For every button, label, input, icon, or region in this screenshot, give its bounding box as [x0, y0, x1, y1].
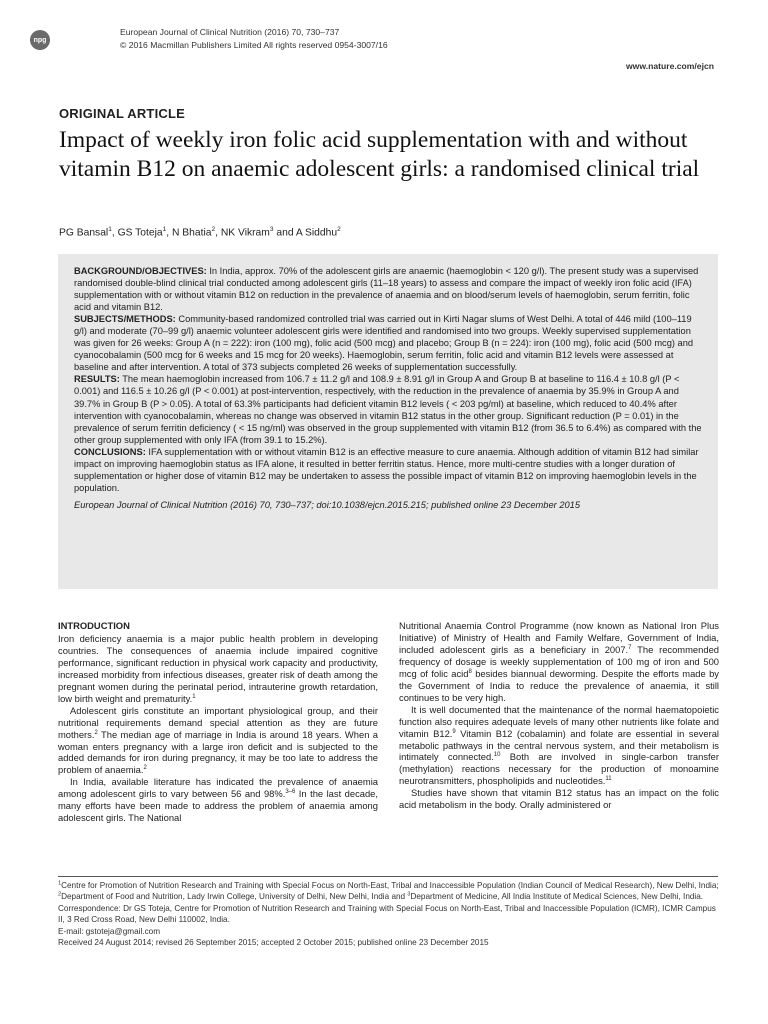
- section-label: BACKGROUND/OBJECTIVES:: [74, 266, 207, 276]
- section-text: In India, approx. 70% of the adolescent girls are anaemic (haemoglobin < 120 g/l). The present study was a supervised randomised double-blind clinical trial conducted among adolescent girls (11–18 years) to assess and compare the impact of weekly iron folic acid (IFA) supplementation with or without vitamin B12 on reduction in the prevalence of anaemia and on blood/serum levels of haemoglobin, serum ferritin, folic acid and vitamin B12.: [74, 266, 699, 313]
- article-title: Impact of weekly iron folic acid supplementation with and without vitamin B12 on anaemic adolescent girls: a randomised clinical trial: [59, 127, 700, 182]
- section-text: The mean haemoglobin increased from 106.7 ± 11.2 g/l and 108.9 ± 8.91 g/l in Group A and Group B at baseline to 116.4 ± 10.8 g/l (P < 0.001) and 116.5 ± 10.26 g/l (P < 0.001) at post-intervention, respectively, with the reduction in the prevalence of anaemia by 35.9% in Group A and 39.7% in Group B (P > 0.05). A total of 63.3% participants had deficient vitamin B12 levels ( < 203 pg/ml) at baseline, which reduced to 40.4% after intervention with cyanocobalamin, whereas no change was observed in vitamin B12 status in the other group. Significant reduction (P = 0.01) in the prevalence of serum ferritin deficiency ( < 15 ng/ml) was observed in the group supplemented with vitamin B12 (from 36.5 to 6.4%) as compared with the other group supplemented with only IFA (from 39.1 to 15.2%).: [74, 374, 702, 445]
- footnotes: [58, 880, 723, 948]
- publisher-logo: npg: [30, 30, 50, 50]
- body-column-left: [58, 620, 378, 824]
- footnote-divider: [58, 876, 718, 877]
- affiliation-mark: 1: [162, 226, 167, 233]
- section-label: RESULTS:: [74, 374, 120, 385]
- correspondence-email: E-mail: gstoteja@gmail.com: [58, 926, 161, 936]
- paragraph: It is well documented that the maintenance of the normal haematopoietic function also requires adequate levels of many other nutrients like folate and vitamin B12.$^9$ Vitamin B12 (cobalamin) and folate are essential in several metabolic pathways in the central nervous system, and their metabolism is intimately connected.$^{10}$ Both are involved in single-carbon transfer (methylation) reactions necessary for the production of monoamine neurotransmitters, phospholipids and nucleotides.$^{11}$: [399, 703, 719, 787]
- paragraph: In India, available literature has indicated the prevalence of anaemia among adolescent girls to vary between 56 and 98%.$^{3-6}$ In the last decade, many efforts have been made to address the problem of anaemia among adolescent girls. The National: [58, 776, 378, 824]
- section-label: SUBJECTS/METHODS:: [74, 314, 176, 325]
- affiliation-mark: 3: [269, 226, 274, 233]
- affiliations: $^1$Centre for Promotion of Nutrition Research and Training with Special Focus on North-East, Tribal and Inaccessible Population (Indian Council of Medical Research), New Delhi, India; $^2$Department of Food and Nutrition, Lady Irwin College, University of Delhi, New Delhi, India and $^3$Department of Medicine, All India Institute of Medical Sciences, New Delhi, India. Correspondence: Dr GS Toteja, Centre for Promotion of Nutrition Research and Training with Special Focus on North-East, Tribal and Inaccessible Population (ICMR), ICMR Campus II, 3 Red Cross Road, New Delhi 110002, India.: [58, 880, 719, 925]
- author-list: PG Bansal$^1$, GS Toteja$^1$, N Bhatia$^2$, NK Vikram$^3$ and A Siddhu$^2$: [59, 226, 341, 239]
- author-name: NK Vikram: [220, 227, 270, 239]
- paragraph: Studies have shown that vitamin B12 status has an impact on the folic acid metabolism in the body. Orally administered or: [399, 787, 719, 811]
- author-name: PG Bansal: [59, 227, 109, 239]
- author-name: N Bhatia: [171, 227, 212, 239]
- affiliation-mark: 2: [211, 226, 216, 233]
- paragraph: Nutritional Anaemia Control Programme (now known as National Iron Plus Initiative) of Ministry of Health and Family Welfare, Government of India, included adolescent girls as a beneficiary in 2007.$^7$ The recommended frequency of dosage is weekly supplementation of 100 mg of iron and 500 mcg of folic acid$^8$ besides biannual deworming. Despite the efforts made by the Government of India to reduce the prevalence of anaemia, it still continues to be very high.: [399, 620, 719, 703]
- abstract-methods: [74, 313, 702, 373]
- copyright-line: © 2016 Macmillan Publishers Limited All rights reserved 0954-3007/16: [120, 39, 388, 50]
- abstract-background: [74, 265, 702, 313]
- article-history: Received 24 August 2014; revised 26 September 2015; accepted 2 October 2015; published online 23 December 2015: [58, 938, 489, 948]
- abstract-results: [74, 373, 702, 445]
- article-type: ORIGINAL ARTICLE: [59, 106, 185, 121]
- paragraph: Iron deficiency anaemia is a major public health problem in developing countries. The consequences of anaemia include impaired cognitive performance, significant reduction in physical work capacity and productivity, increased morbidity from infectious diseases, greater risk of death among the pregnant women during the perinatal period, intrauterine growth retardation, low birth weight and prematurity.$^1$: [58, 632, 378, 704]
- section-text: Community-based randomized controlled trial was carried out in Kirti Nagar slums of West Delhi. A total of 446 mild (100–119 g/l) and moderate (70–99 g/l) anaemic volunteer adolescent girls were identified and randomised into two groups. Weekly supervised supplementation was given for 26 weeks: Group A (n = 222): iron (100 mg), folic acid (500 mcg) and placebo; Group B (n = 224): iron (100 mg), folic acid (500 mcg) and cyanocobalamin (500 mcg for 6 weeks and 15 mcg for 20 weeks). Haemoglobin, serum ferritin, folic acid and vitamin B12 levels were assessed at baseline and after intervention. A total of 373 subjects completed 26 weeks of supplementation successfully.: [74, 314, 694, 373]
- journal-citation-line: European Journal of Clinical Nutrition (2016) 70, 730–737: [120, 27, 340, 37]
- journal-url-link[interactable]: www.nature.com/ejcn: [625, 61, 714, 71]
- abstract: [58, 254, 718, 589]
- affiliation-mark: 1: [108, 226, 112, 233]
- abstract-citation: [74, 499, 702, 511]
- section-heading: INTRODUCTION: [58, 620, 130, 631]
- author-name: A Siddhu: [295, 227, 338, 239]
- citation-text: European Journal of Clinical Nutrition (2016) 70, 730–737; doi:10.1038/ejcn.2015.215; published online 23 December 2015: [74, 499, 580, 510]
- journal-info: [120, 26, 388, 51]
- section-text: IFA supplementation with or without vitamin B12 is an effective measure to cure anaemia. Although addition of vitamin B12 had similar impact on improving haemoglobin status as IFA alone, it resulted in better ferritin status. Hence, more multi-centre studies with a longer duration of supplementation or higher dose of vitamin B12 may be undertaken to assess the possible impact of vitamin B12 on improving haemoglobin levels in the population.: [74, 446, 699, 493]
- affiliation-mark: 2: [337, 226, 341, 233]
- body-column-right: [399, 620, 719, 811]
- author-name: GS Toteja: [117, 227, 163, 239]
- paragraph: Adolescent girls constitute an important physiological group, and their nutritional requirements demand special attention as they are future mothers.$^2$ The median age of marriage in India is around 18 years. When a woman enters pregnancy with a large iron deficit and is subjected to the added demands for iron during pregnancy, it may be too late to address the problem of anaemia.$^2$: [58, 704, 378, 776]
- section-label: CONCLUSIONS:: [74, 446, 146, 457]
- abstract-conclusions: [74, 446, 702, 494]
